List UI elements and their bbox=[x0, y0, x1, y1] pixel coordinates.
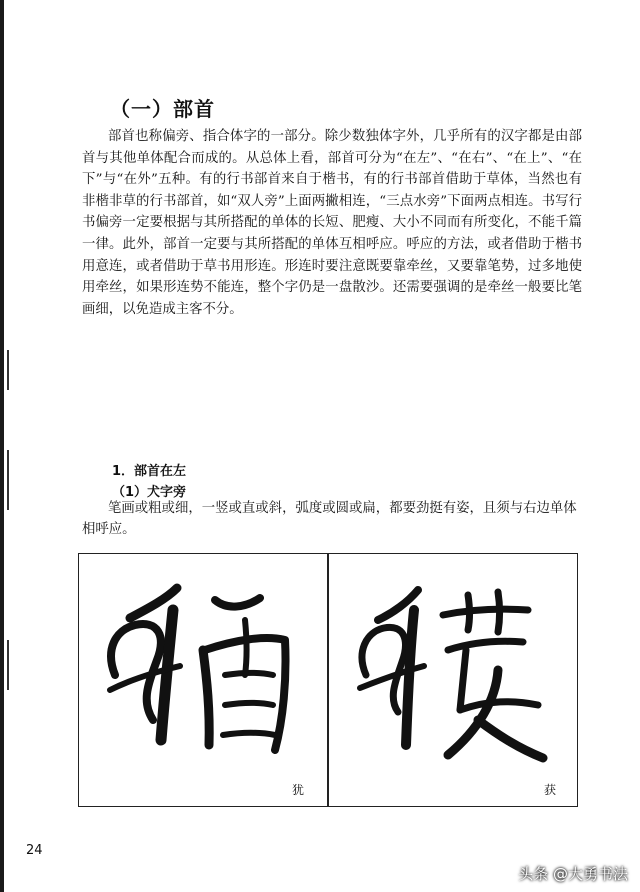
radical-heading: （1）犬字旁 bbox=[112, 485, 187, 500]
section-body: 部首也称偏旁、指合体字的一部分。除少数独体字外，几乎所有的汉字都是由部首与其他单体配合而成的。从总体上看，部首可分为“在左”、“在右”、“在上”、“在下”与“在外”五种。有的行书部首来自于楷书，有的行书部首借助于草体，当然也有非楷非草的行书部首，如“双人旁”上面两撇相连，“三点水旁”下面两点相连。书写行书偏旁一定要根据与其所搭配的单体的长短、肥瘦、大小不同而有所变化，不能千篇一律。此外，部首一定要与其所搭配的单体互相呼应。呼应的方法，或者借助于楷书用意连，或者借助于草书用形连。形连时要注意既要靠牵丝，又要靠笔势，过多地使用牵丝，如果形连势不能连，整个字仍是一盘散沙。还需要强调的是牵丝一般要比笔画细，以免造成主客不分。 bbox=[82, 129, 582, 317]
page-number: 24 bbox=[26, 843, 43, 858]
scan-mark bbox=[7, 640, 9, 690]
panel-divider bbox=[327, 553, 329, 807]
scan-mark bbox=[7, 450, 9, 510]
scan-edge bbox=[0, 0, 4, 892]
calligraphy-example-you bbox=[95, 580, 305, 770]
radical-description: 笔画或粗或细，一竖或直或斜，弧度或圆或扁，都要劲挺有姿，且须与右边单体相呼应。 bbox=[82, 501, 577, 537]
example-label-huo: 获 bbox=[544, 783, 557, 797]
calligraphy-example-huo bbox=[348, 580, 558, 770]
example-label-you: 犹 bbox=[292, 783, 305, 797]
watermark: 头条 @大勇书法 bbox=[518, 865, 628, 883]
subsection-heading: 1．部首在左 bbox=[112, 464, 187, 479]
section-title: （一）部首 bbox=[110, 97, 215, 121]
scan-mark bbox=[7, 350, 9, 390]
